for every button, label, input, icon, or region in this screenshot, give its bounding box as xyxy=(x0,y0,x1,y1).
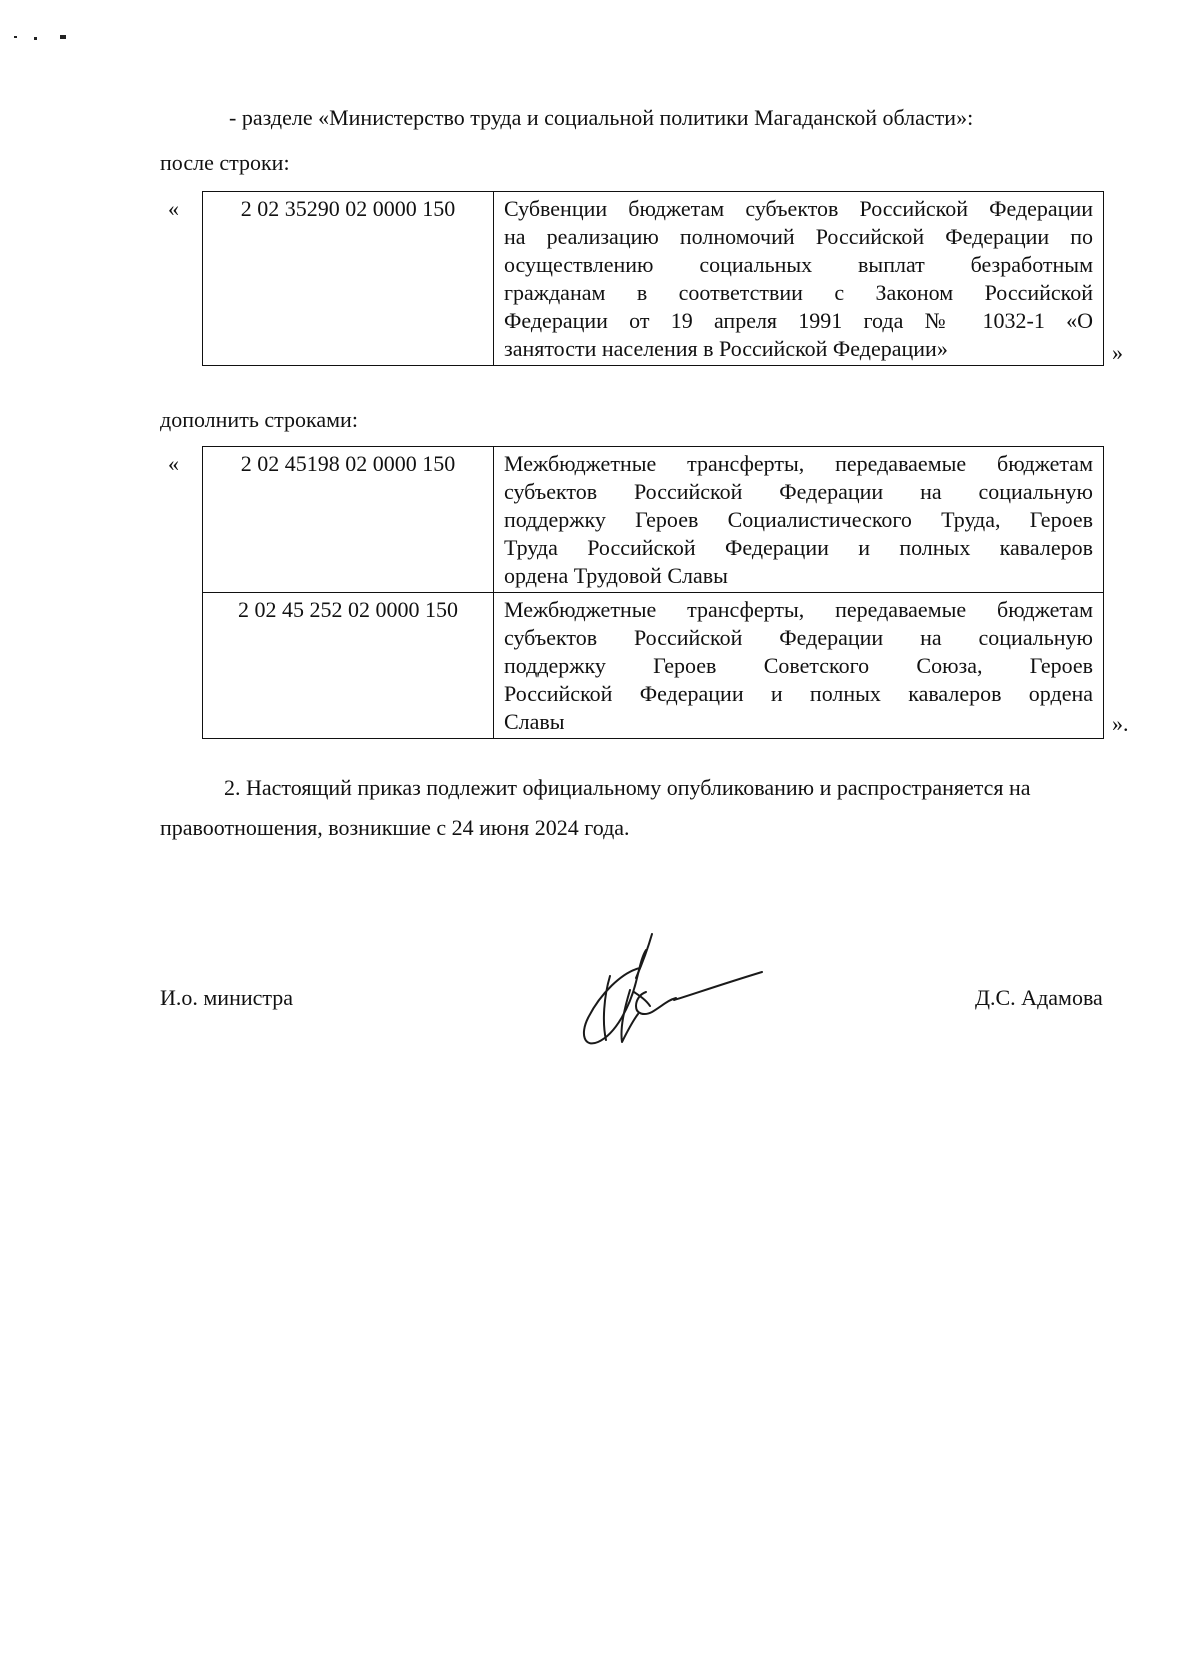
description-line: Субвенции бюджетам субъектов Российской Федерации xyxy=(504,196,1093,221)
handwritten-signature xyxy=(570,930,780,1050)
table-row xyxy=(203,447,1104,593)
description-line: гражданам в соответствии с Законом Российской xyxy=(504,280,1093,305)
paragraph-2 xyxy=(160,768,1120,848)
budget-table-added xyxy=(202,446,1104,739)
close-quote: » xyxy=(1112,340,1123,365)
budget-table-before xyxy=(202,191,1104,366)
after-line-label: после строки: xyxy=(160,150,290,175)
description-cell xyxy=(494,192,1104,366)
description-line: поддержку Героев Советского Союза, Героев xyxy=(504,653,1093,678)
description-line: осуществлению социальных выплат безработным xyxy=(504,252,1093,277)
table-row xyxy=(203,593,1104,739)
open-quote: « xyxy=(168,451,179,476)
signatory-name: Д.С. Адамова xyxy=(975,985,1103,1010)
paragraph-line: 2. Настоящий приказ подлежит официальному опубликованию и распространяется на xyxy=(224,775,1031,800)
close-quote: ». xyxy=(1112,711,1129,736)
description-line: Межбюджетные трансферты, передаваемые бюджетам xyxy=(504,451,1093,476)
description-line: Российской Федерации и полных кавалеров ордена xyxy=(504,681,1093,706)
description-line: Труда Российской Федерации и полных кавалеров xyxy=(504,535,1093,560)
description-cell xyxy=(494,593,1104,739)
budget-code-cell: 2 02 35290 02 0000 150 xyxy=(203,192,494,366)
add-lines-label: дополнить строками: xyxy=(160,407,358,432)
budget-code-cell: 2 02 45 252 02 0000 150 xyxy=(203,593,494,739)
section-line: - разделе «Министерство труда и социальной политики Магаданской области»: xyxy=(229,105,974,130)
description-line: поддержку Героев Социалистического Труда, Героев xyxy=(504,507,1093,532)
description-line: субъектов Российской Федерации на социальную xyxy=(504,479,1093,504)
description-line: ордена Трудовой Славы xyxy=(504,563,728,588)
table-row xyxy=(203,192,1104,366)
description-line: на реализацию полномочий Российской Федерации по xyxy=(504,224,1093,249)
signatory-position: И.о. министра xyxy=(160,985,294,1010)
description-line: Славы xyxy=(504,709,565,734)
description-line: субъектов Российской Федерации на социальную xyxy=(504,625,1093,650)
open-quote: « xyxy=(168,196,179,221)
description-cell xyxy=(494,447,1104,593)
description-line: Федерации от 19 апреля 1991 года № 1032-1 «О xyxy=(504,308,1093,333)
description-line: занятости населения в Российской Федерации» xyxy=(504,336,948,361)
paragraph-line: правоотношения, возникшие с 24 июня 2024 года. xyxy=(160,815,630,840)
budget-code-cell: 2 02 45198 02 0000 150 xyxy=(203,447,494,593)
description-line: Межбюджетные трансферты, передаваемые бюджетам xyxy=(504,597,1093,622)
